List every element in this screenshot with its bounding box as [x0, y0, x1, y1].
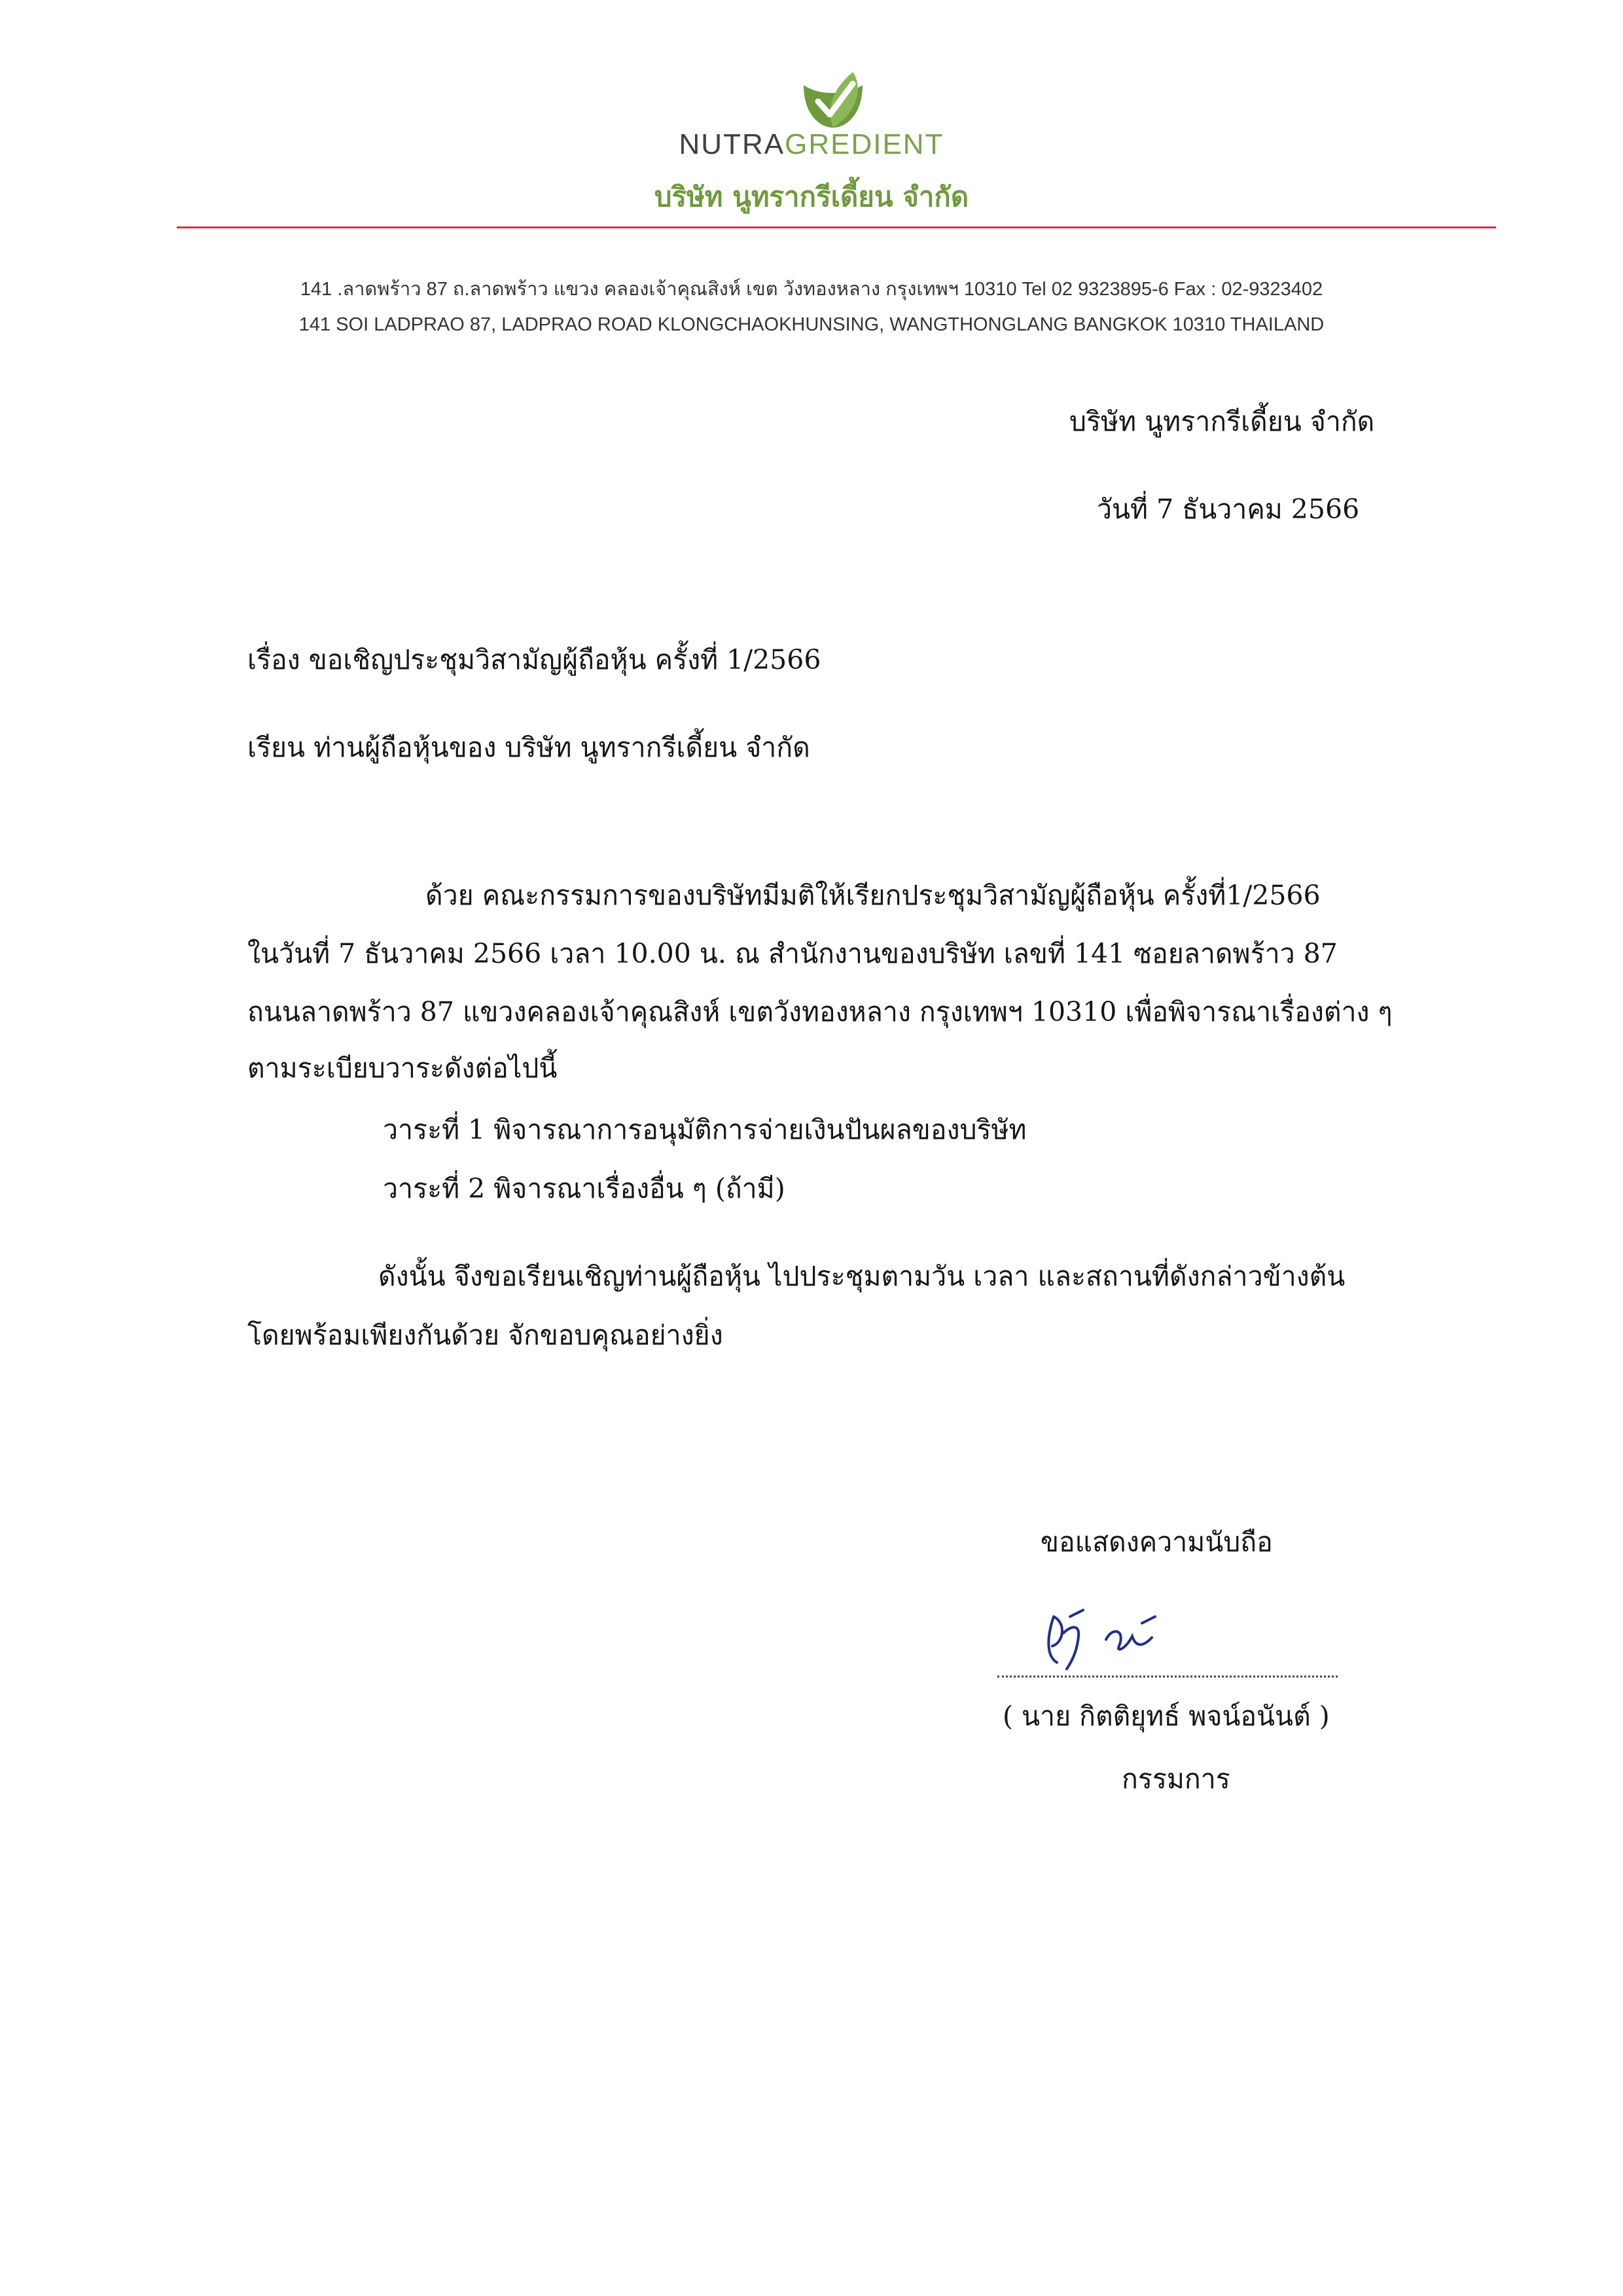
closing-phrase: ขอแสดงความนับถือ: [1041, 1526, 1273, 1558]
paragraph1-line: ด้วย คณะกรรมการของบริษัทมีมติให้เรียกประชุมวิสามัญผู้ถือหุ้น ครั้งที่1/2566: [425, 880, 1321, 911]
letterhead-divider: [177, 226, 1496, 228]
paragraph1-line: ในวันที่ 7 ธันวาคม 2566 เวลา 10.00 น. ณ สำนักงานของบริษัท เลขที่ 141 ซอยลาดพร้าว 87: [247, 938, 1338, 969]
brand-name: [0, 128, 1623, 161]
signature-line: [997, 1676, 1338, 1677]
paragraph1-line: ถนนลาดพร้าว 87 แขวงคลองเจ้าคุณสิงห์ เขตวังทองหลาง กรุงเทพฯ 10310 เพื่อพิจารณาเรื่องต่าง ๆ: [247, 996, 1393, 1028]
agenda-item: วาระที่ 1 พิจารณาการอนุมัติการจ่ายเงินปันผลของบริษัท: [383, 1114, 1027, 1145]
letter-salutation: เรียน ท่านผู้ถือหุ้นของ บริษัท นูทรากรีเดี้ยน จำกัด: [247, 732, 810, 763]
signer-name: ( นาย กิตติยุทธ์ พจน์อนันต์ ): [1003, 1700, 1330, 1732]
brand-name-part2: GREDIENT: [785, 128, 944, 160]
letter-date: วันที่ 7 ธันวาคม 2566: [1097, 493, 1360, 525]
agenda-item: วาระที่ 2 พิจารณาเรื่องอื่น ๆ (ถ้ามี): [383, 1173, 785, 1204]
signer-position: กรรมการ: [1122, 1763, 1230, 1795]
paragraph1-line: ตามระเบียบวาระดังต่อไปนี้: [247, 1052, 558, 1084]
brand-name-part1: NUTRA: [679, 128, 785, 160]
paragraph2-line: โดยพร้อมเพียงกันด้วย จักขอบคุณอย่างยิ่ง: [247, 1319, 723, 1351]
leaf-checkmark-icon: [791, 65, 876, 131]
company-name-thai: บริษัท นูทรากรีเดี้ยน จำกัด: [654, 181, 969, 213]
address-thai: 141 .ลาดพร้าว 87 ถ.ลาดพร้าว แขวง คลองเจ้าคุณสิงห์ เขต วังทองหลาง กรุงเทพฯ 10310 Tel 02 9323895-6 Fax : 02-9323402: [300, 279, 1323, 300]
paragraph2-line: ดังนั้น จึงขอเรียนเชิญท่านผู้ถือหุ้น ไปประชุมตามวัน เวลา และสถานที่ดังกล่าวข้างต้น: [378, 1261, 1346, 1292]
address-english: 141 SOI LADPRAO 87, LADPRAO ROAD KLONGCHAOKHUNSING, WANGTHONGLANG BANGKOK 10310 THAILAND: [298, 314, 1325, 335]
sender-company: บริษัท นูทรากรีเดี้ยน จำกัด: [1069, 406, 1375, 437]
handwritten-signature: [1027, 1597, 1198, 1676]
letter-subject: เรื่อง ขอเชิญประชุมวิสามัญผู้ถือหุ้น ครั้งที่ 1/2566: [247, 644, 821, 675]
